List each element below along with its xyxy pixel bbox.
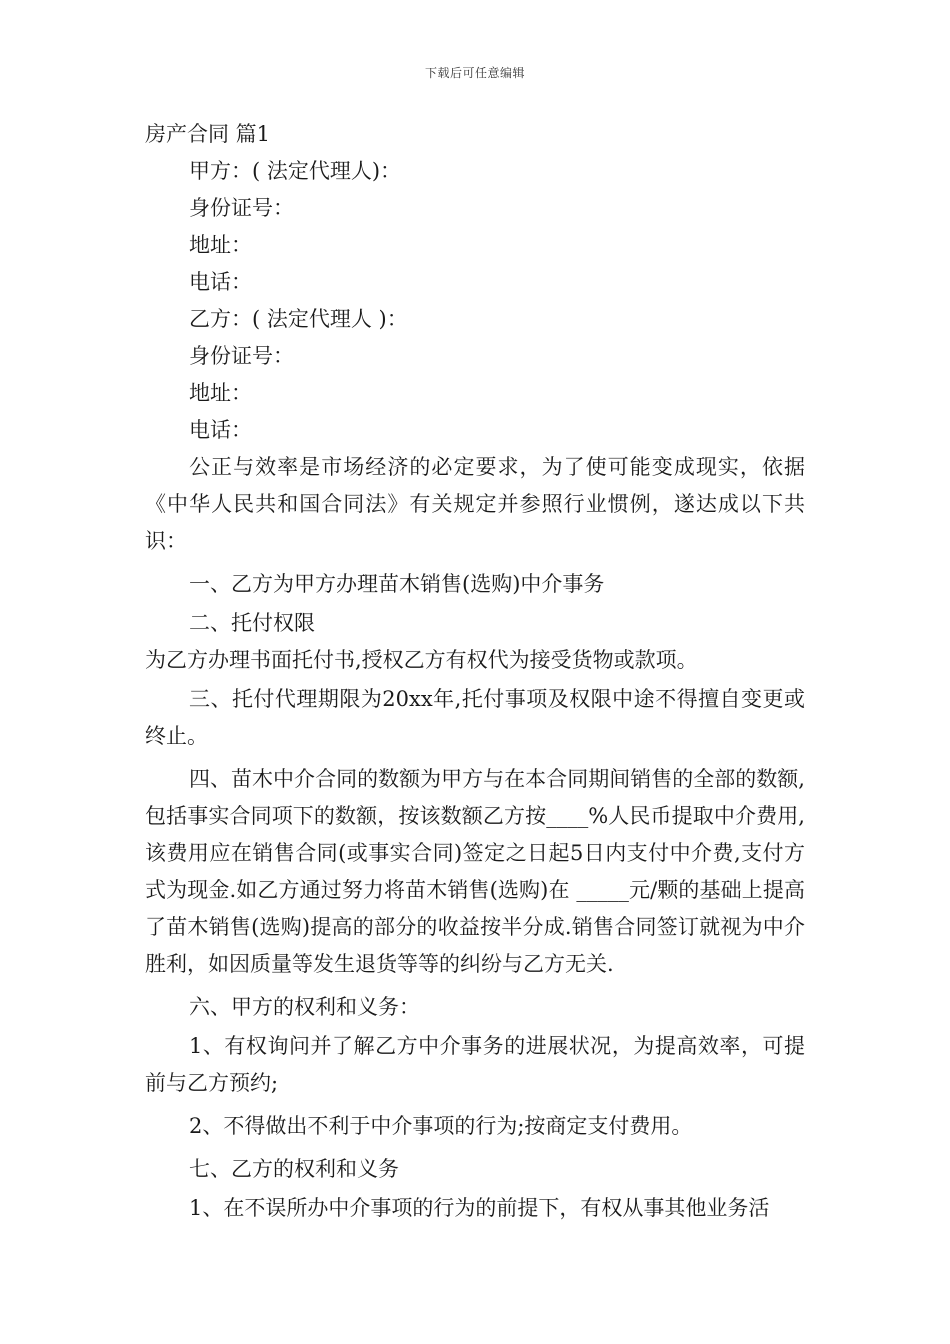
clause-4: 四、苗木中介合同的数额为甲方与在本合同期间销售的全部的数额,包括事实合同项下的数额，按该数额乙方按____%人民币提取中介费用,该费用应在销售合同(或事实合同)签定之日起5日内支付中介费,支付方式为现金.如乙方通过努力将苗木销售(选购)在 _____元/颗的基础上提高了苗木销售(选购)提高的部分的收益按半分成.销售合同签订就视为中介胜利，如因质量等发生退货等等的纠纷与乙方无关. [145, 767, 805, 976]
party-b-id-line: 身份证号： [189, 344, 294, 368]
party-a-line: 甲方：( 法定代理人)： [189, 159, 402, 183]
clause-6-heading: 六、甲方的权利和义务： [189, 995, 420, 1019]
clause-6-item-1: 1、有权询问并了解乙方中介事务的进展状况，为提高效率，可提前与乙方预约; [145, 1034, 805, 1095]
clause-2-heading: 二、托付权限 [189, 611, 315, 635]
party-b-line: 乙方：( 法定代理人 )： [189, 307, 408, 331]
clause-6-item-2: 2、不得做出不利于中介事项的行为;按商定支付费用。 [189, 1114, 693, 1138]
preamble-paragraph: 公正与效率是市场经济的必定要求，为了使可能变成现实，依据《中华人民共和国合同法》有关规定并参照行业惯例，遂达成以下共识： [145, 455, 805, 553]
party-a-address-line: 地址： [189, 233, 252, 257]
clause-3: 三、托付代理期限为20xx年,托付事项及权限中途不得擅自变更或终止。 [145, 687, 805, 748]
clause-7-heading: 七、乙方的权利和义务 [189, 1157, 399, 1181]
party-b-address-line: 地址： [189, 381, 252, 405]
clause-2-body: 为乙方办理书面托付书,授权乙方有权代为接受货物或款项。 [145, 648, 698, 672]
clause-1: 一、乙方为甲方办理苗木销售(选购)中介事务 [189, 572, 605, 596]
party-a-id-line: 身份证号： [189, 196, 294, 220]
document-body [145, 116, 805, 1227]
document-title: 房产合同 篇1 [145, 122, 271, 146]
party-b-phone-line: 电话： [189, 418, 252, 442]
clause-7-item-1: 1、在不误所办中介事项的行为的前提下，有权从事其他业务活 [189, 1196, 770, 1220]
header-note: 下载后可任意编辑 [424, 66, 525, 80]
party-a-phone-line: 电话： [189, 270, 252, 294]
